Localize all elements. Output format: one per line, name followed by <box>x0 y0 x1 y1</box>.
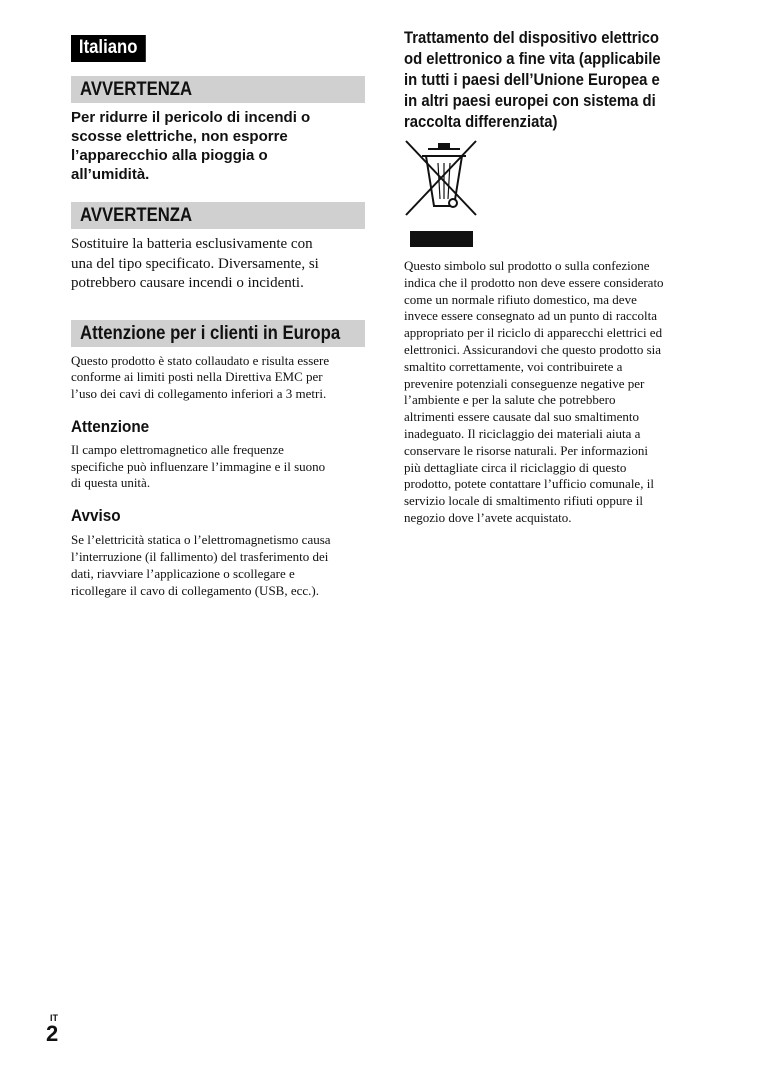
warning-section-2 <box>71 202 365 294</box>
europe-section <box>71 320 365 403</box>
avviso-heading: Avviso <box>71 506 121 526</box>
warning-heading-2: AVVERTENZA <box>71 202 365 229</box>
left-column <box>71 35 365 599</box>
attenzione-text: Il campo elettromagnetico alle frequenze specifiche può influenzare l’immagine e il suono di questa unità. <box>71 441 326 491</box>
attenzione-heading: Attenzione <box>71 416 150 436</box>
weee-title: Trattamento del dispositivo elettrico od elettronico a fine vita (applicabile in tutti i paesi dell’Unione Europea e in altri paesi europei con sistema di raccolta differenziata) <box>404 29 661 131</box>
page-language-code: IT <box>50 1013 58 1023</box>
page-number: 2 <box>46 1021 59 1046</box>
warning-text-1: Per ridurre il pericolo di incendi o scosse elettriche, non esporre l’apparecchio alla pioggia o all’umidità. <box>71 109 311 183</box>
weee-text: Questo simbolo sul prodotto o sulla confezione indica che il prodotto non deve essere considerato come un normale rifiuto domestico, ma deve invece essere consegnato ad un punto di raccolta appropriato per il riciclo di apparecchi elettrici ed elettronici. Assicurandovi che questo prodotto sia smaltito correttamente, voi contribuirete a prevenire potenziali conseguenze negative per l’ambiente e per la salute che potrebbero altrimenti essere causate dal suo smaltimento inadeguato. Il riciclaggio dei materiali aiuta a conservare le risorse naturali. Per informazioni più dettagliate circa il riciclaggio di questo prodotto, potete contattare l’ufficio comunale, il servizio locale di smaltimento rifiuti oppure il negozio dove l’avete acquistato. <box>404 258 664 525</box>
warning-heading-1: AVVERTENZA <box>71 76 365 103</box>
right-column <box>404 28 704 527</box>
warning-section-1 <box>71 76 365 184</box>
weee-symbol <box>404 139 484 251</box>
weee-bar <box>410 231 473 247</box>
attenzione-section <box>71 417 365 492</box>
avviso-text: Se l’elettricità statica o l’elettromagnetismo causa l’interruzione (il fallimento) del trasferimento dei dati, riavviare l’applicazione o scollegare e ricollegare il cavo di collegamento (USB, ecc.). <box>71 532 331 598</box>
language-tab-label: Italiano <box>71 35 145 62</box>
europe-text: Questo prodotto è stato collaudato e risulta essere conforme ai limiti posti nella Direttiva EMC per l’uso dei cavi di collegamento inferiori a 3 metri. <box>71 352 330 402</box>
crossed-out-wheelie-bin-icon <box>404 139 484 251</box>
europe-heading: Attenzione per i clienti in Europa <box>71 320 365 347</box>
avviso-section <box>71 506 365 599</box>
warning-text-2: Sostituire la batteria esclusivamente con una del tipo specificato. Diversamente, si potrebbero causare incendi o incidenti. <box>71 236 319 291</box>
language-tab <box>71 35 365 63</box>
